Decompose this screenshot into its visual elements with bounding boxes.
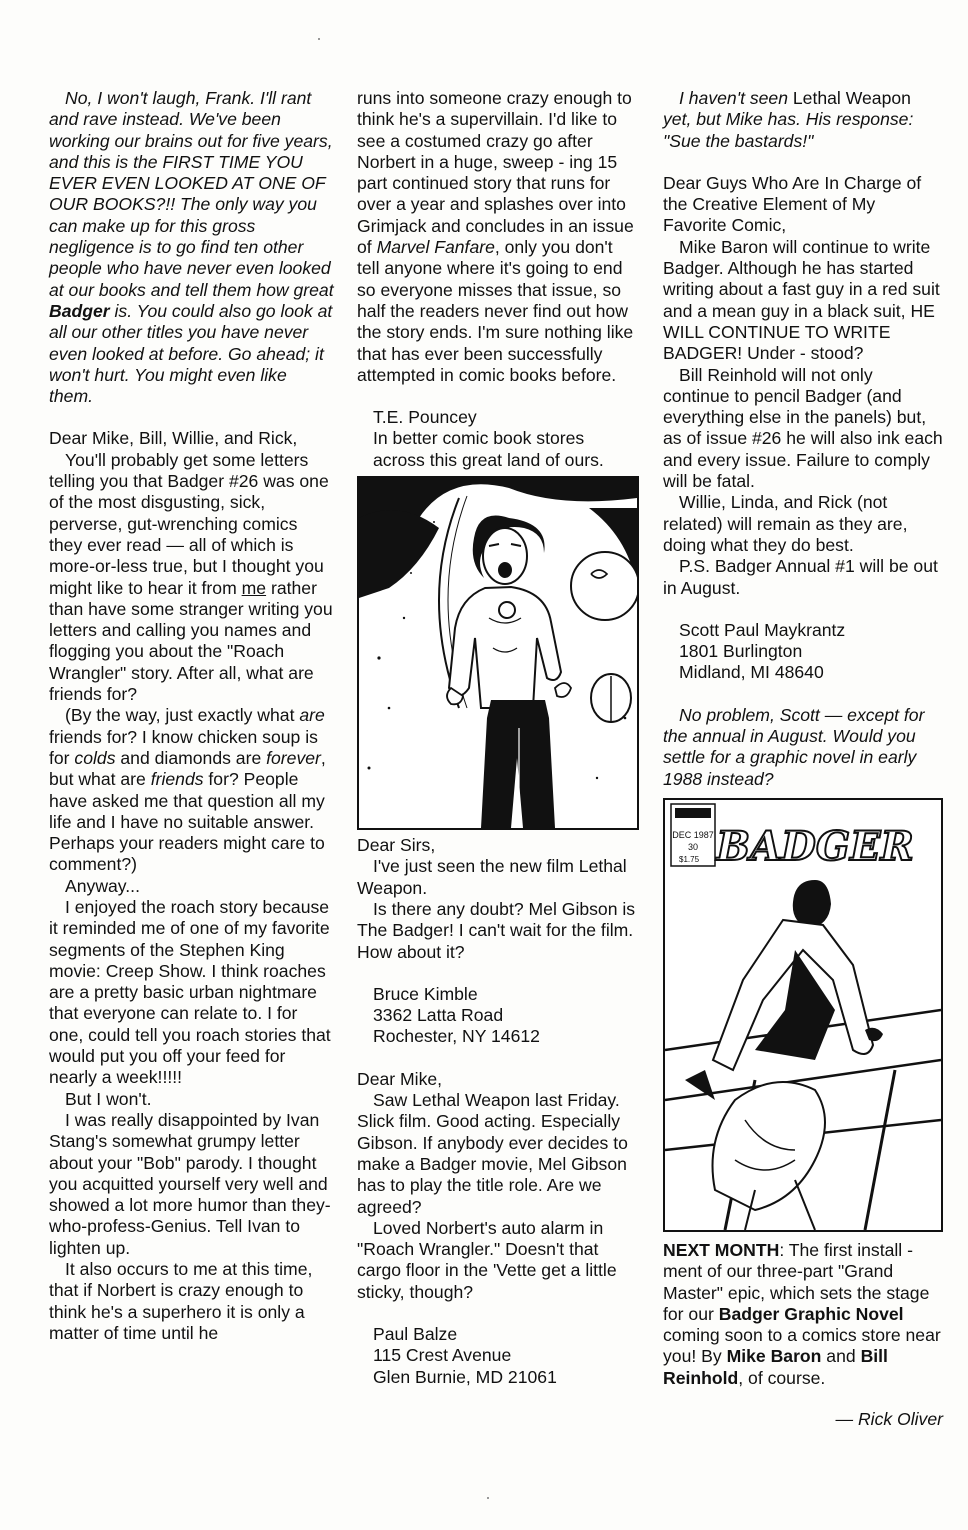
scan-speck bbox=[487, 1497, 489, 1499]
column-2 bbox=[357, 88, 640, 1388]
letter-paragraph: I've just seen the new film Lethal Weapon. bbox=[357, 856, 627, 898]
cover-price: $1.75 bbox=[679, 854, 700, 864]
letter-paragraph: Saw Lethal Weapon last Friday. Slick film. Good acting. Especially Gibson. If anybody ever decides to make a Badger movie, Mel Gibson has to play the title role. Are we agreed? bbox=[357, 1090, 628, 1217]
next-month-blurb: NEXT MONTH: The first install - ment of our three-part "Grand Master" epic, which sets the stage for our Badger Graphic Novel coming soon to a comics store near you! By Mike Baron and Bill Reinhold, of course. bbox=[663, 1239, 941, 1388]
letter-salutation: Dear Sirs, bbox=[357, 835, 436, 856]
letter-signature: Bruce Kimble 3362 Latta Road Rochester, NY 14612 bbox=[373, 983, 540, 1047]
editor-reply-lethal-weapon: I haven't seen Lethal Weapon yet, but Mike has. His response: "Sue the bastards!" bbox=[663, 88, 914, 151]
column-3 bbox=[663, 88, 943, 1430]
editor-signoff: — Rick Oliver bbox=[835, 1408, 943, 1429]
letter-paragraph: Mike Baron will continue to write Badger. Although he has started writing about a fast guy in a red suit and a mean guy in a black suit, HE WILL CONTINUE TO WRITE BADGER! Under - stood? bbox=[663, 236, 940, 364]
letter-signature: Scott Paul Maykrantz 1801 Burlington Midland, MI 48640 bbox=[679, 619, 846, 683]
cover-issue: 30 bbox=[687, 841, 699, 852]
letter-paragraph: Willie, Linda, and Rick (not related) will remain as they are, doing what they do best. bbox=[663, 492, 908, 555]
badger-cover-art bbox=[665, 800, 941, 1230]
column-1 bbox=[49, 88, 334, 1344]
letter-paragraph: Loved Norbert's auto alarm in "Roach Wrangler." Doesn't that cargo floor in the 'Vette get a little sticky, though? bbox=[357, 1217, 617, 1302]
letter-paragraph: Anyway... bbox=[65, 875, 140, 896]
letter-paragraph: (By the way, just exactly what are friends for? I know chicken soup is for colds and diamonds are forever, but what are friends for? People have asked me that question all my life and I have no suitable answer. Perhaps your readers might care to comment?) bbox=[49, 705, 326, 875]
letter-paragraph: Bill Reinhold will not only continue to pencil Badger (and everything else in the panels) but, as of issue #26 he will also ink each and every issue. Failure to comply will be fatal. bbox=[663, 364, 943, 492]
editor-reply-scott: No problem, Scott — except for the annual in August. Would you settle for a graphic novel in early 1988 instead? bbox=[663, 704, 925, 789]
letter-paragraph: Is there any doubt? Mel Gibson is The Badger! I can't wait for the film. How about it? bbox=[357, 898, 636, 962]
letter-paragraph: runs into someone crazy enough to think he's a supervillain. I'd like to see a costumed crazy go after Norbert in a huge, sweep - ing 15 part continued story that runs for over a year and splashes over into Grimjack and concludes in an issue of Marvel Fanfare, only you don't tell anyone where it's going to end so everyone misses that issue, so half the readers never find out how the story ends. I'm sure nothing like that has ever been successfully attempted in comic books before. bbox=[357, 88, 634, 385]
shouting-man-illustration bbox=[359, 478, 637, 828]
letter-salutation: Dear Guys Who Are In Charge of the Creative Element of My Favorite Comic, bbox=[663, 172, 922, 236]
letter-paragraph: It also occurs to me at this time, that if Norbert is crazy enough to think he's a superhero it is only a matter of time until he bbox=[49, 1259, 313, 1343]
letter-salutation: Dear Mike, Bill, Willie, and Rick, bbox=[49, 428, 298, 449]
cover-logo: BADGER bbox=[716, 822, 914, 870]
editor-reply-frank: No, I won't laugh, Frank. I'll rant and rave instead. We've been working our brains out for five years, and this is the FIRST TIME YOU EVER EVEN LOOKED AT ONE OF OUR BOOKS?!! The only way you can make up for this gross negligence is to go find ten other people who have never even looked at our books and tell them how great Badger is. You could also go look at all our other titles you have never even looked at before. Go ahead; it won't hurt. You might even like them. bbox=[49, 88, 334, 407]
letter-signature: Paul Balze 115 Crest Avenue Glen Burnie, MD 21061 bbox=[373, 1323, 557, 1387]
letter-paragraph: I was really disappointed by Ivan Stang's somewhat grumpy letter about your "Bob" parody. I thought you acquitted yourself very well and showed a lot more humor than they-who-profess-Genius. Tell Ivan to lighten up. bbox=[49, 1109, 331, 1258]
badger-cover-illustration bbox=[663, 798, 943, 1232]
letter-paragraph: I enjoyed the roach story because it reminded me of one of my favorite segments of the Stephen King movie: Creep Show. I think roaches are a pretty basic urban nightmare that everyone can relate to. I for one, could tell you roach stories that would put you off your feed for nearly a week!!!!! bbox=[49, 896, 331, 1088]
letter-paragraph: But I won't. bbox=[65, 1088, 152, 1109]
comic-panel-illustration bbox=[357, 476, 639, 830]
letter-paragraph: You'll probably get some letters telling you that Badger #26 was one of the most disgusting, sick, perverse, gut-wrenching comics they ever read — all of which is more-or-less true, but I thought you might like to hear it from me rather than have some stranger writing you letters and calling you names and flogging you about the "Roach Wrangler" story. After all, what are friends for? bbox=[49, 449, 333, 705]
letter-signature: T.E. Pouncey In better comic book stores across this great land of ours. bbox=[373, 407, 604, 470]
letter-paragraph: P.S. Badger Annual #1 will be out in August. bbox=[663, 556, 938, 598]
cover-date: DEC 1987 bbox=[672, 829, 714, 840]
scan-speck bbox=[318, 38, 320, 40]
letter-salutation: Dear Mike, bbox=[357, 1068, 443, 1089]
